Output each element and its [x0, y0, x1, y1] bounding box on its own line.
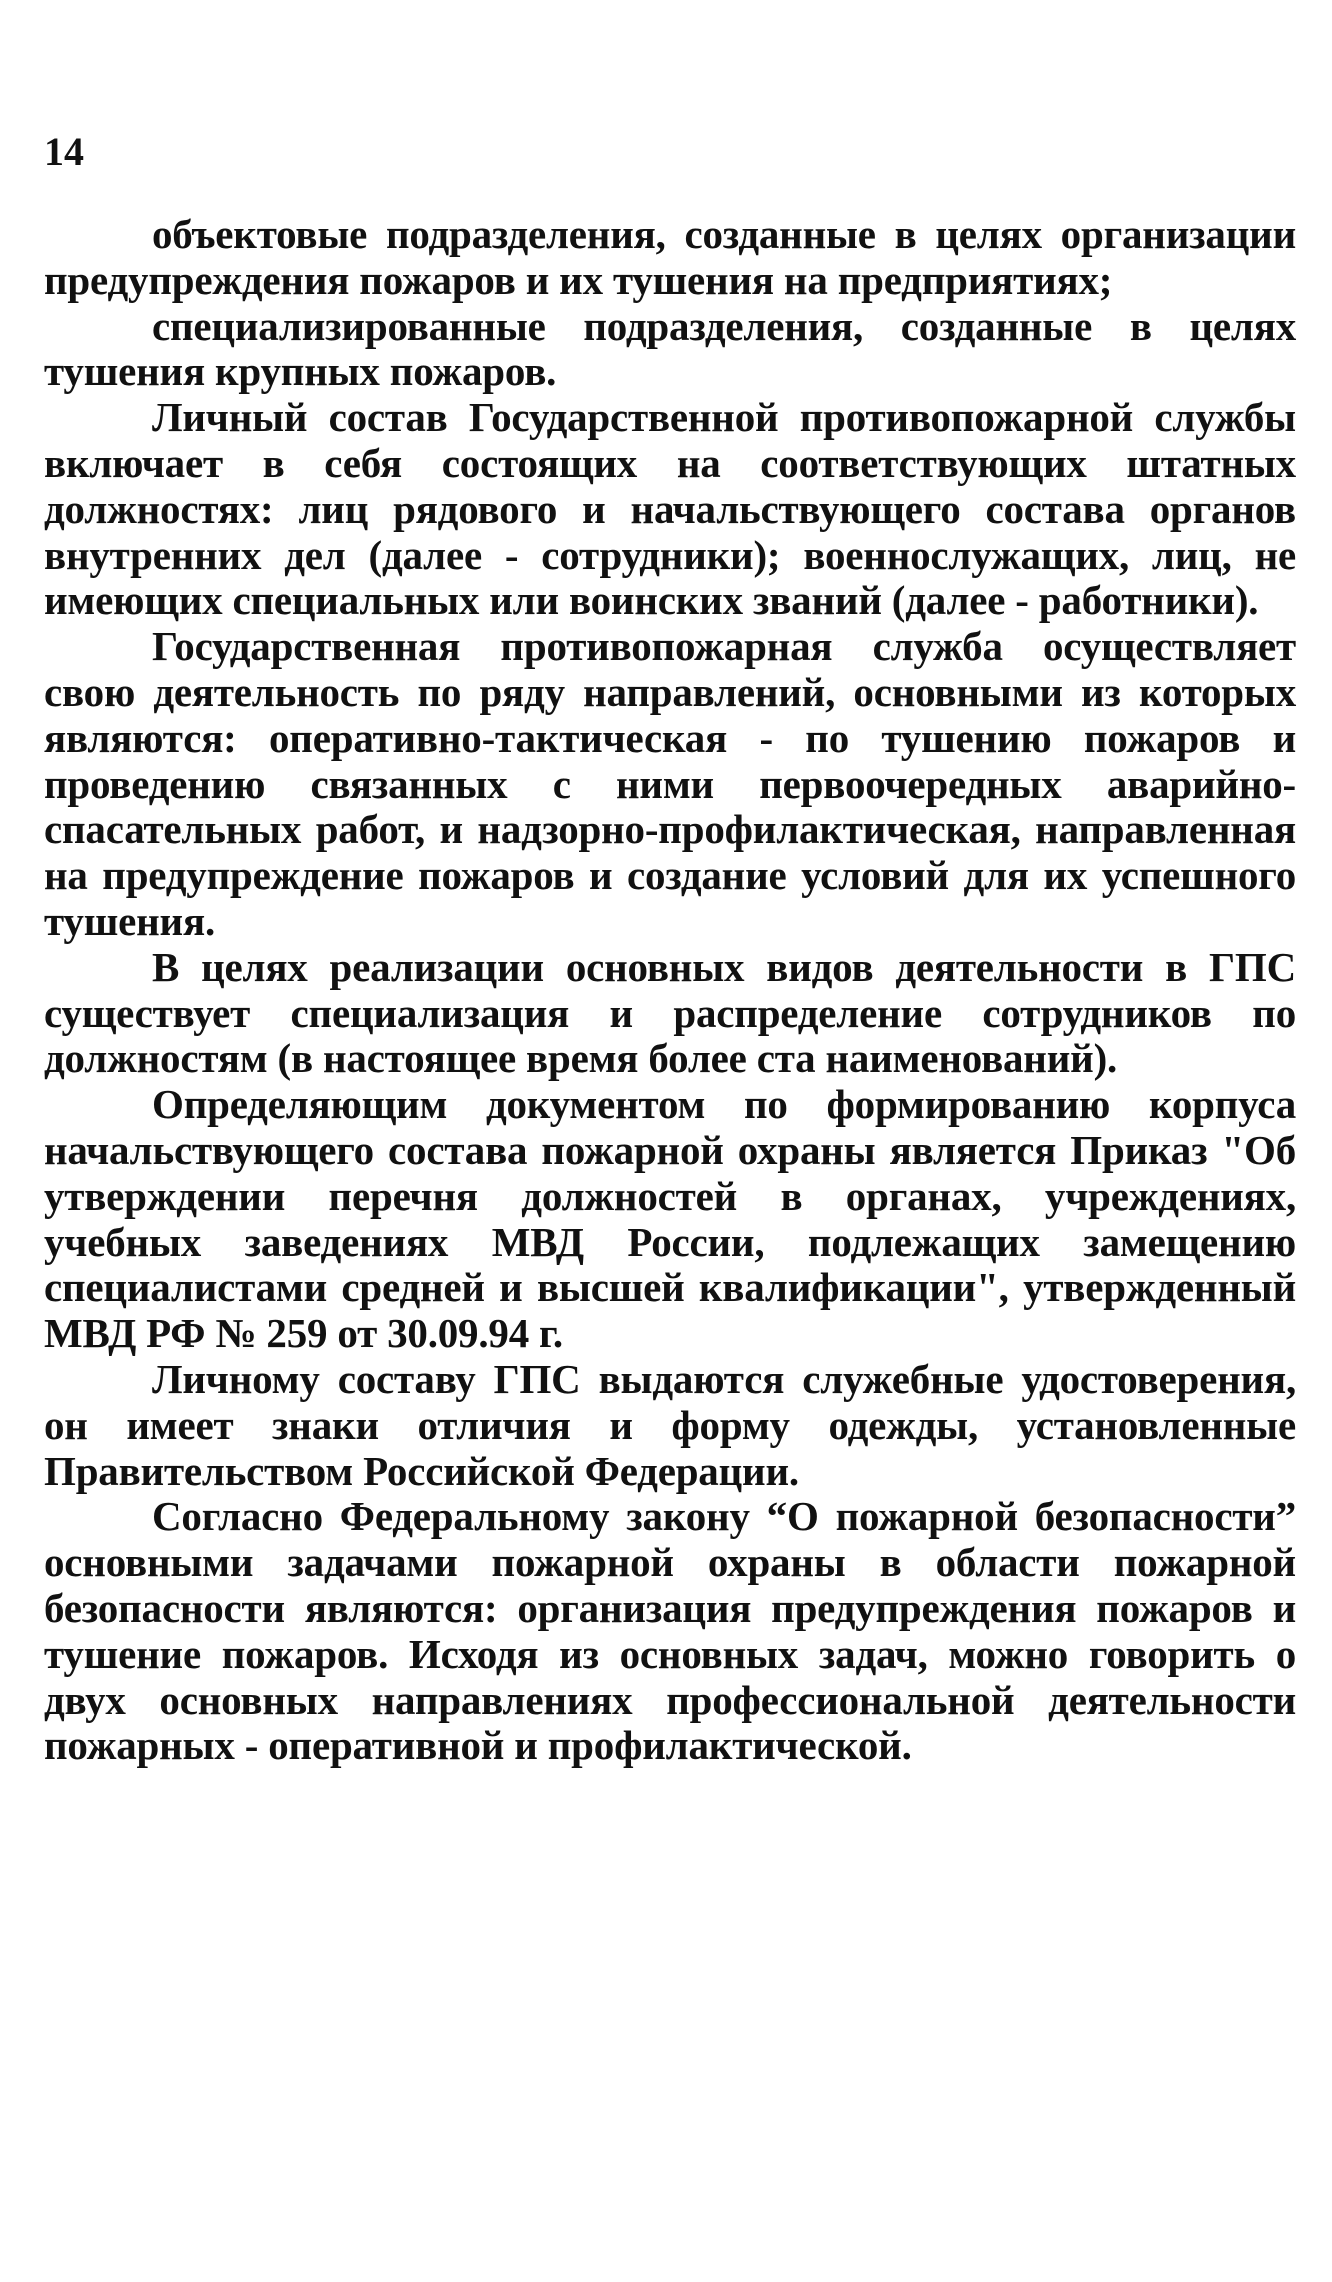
paragraph: Определяющим документом по формированию корпуса начальствующего состава пожарной охраны является Приказ "Об утверждении перечня должностей в органах, учреждениях, учебных заведениях МВД России, подлежащих замещению специалистами средней и высшей квалификации", утвержденный МВД РФ № 259 от 30.09.94 г. [44, 1081, 1296, 1357]
page-number: 14 [44, 129, 84, 174]
paragraph: специализированные подразделения, созданные в целях тушения крупных пожаров. [44, 302, 1296, 395]
paragraph: В целях реализации основных видов деятельности в ГПС существует специализация и распределение сотрудников по должностям (в настоящее время более ста наименований). [44, 943, 1296, 1082]
paragraph: Личный состав Государственной противопожарной службы включает в себя состоящих на соответствующих штатных должностях: лиц рядового и начальствующего состава органов внутренних дел (далее - сотрудники); военнослужащих, лиц, не имеющих специальных или воинских званий (далее - работники). [44, 394, 1296, 624]
paragraph: Личному составу ГПС выдаются служебные удостоверения, он имеет знаки отличия и форму одежды, установленные Правительством Российской Федерации. [44, 1355, 1296, 1494]
paragraph: Государственная противопожарная служба осуществляет свою деятельность по ряду направлений, основными из которых являются: оперативно-тактическая - по тушению пожаров и проведению связанных с ними первоочередных аварийно-спасательных работ, и надзорно-профилактическая, направленная на предупреждение пожаров и создание условий для их успешного тушения. [44, 623, 1296, 944]
paragraph: объектовые подразделения, созданные в целях организации предупреждения пожаров и их тушения на предприятиях; [44, 211, 1296, 303]
body-text [44, 212, 1296, 1769]
paragraph: Согласно Федеральному закону “О пожарной безопасности” основными задачами пожарной охраны в области пожарной безопасности являются: организация предупреждения пожаров и тушение пожаров. Исходя из основных задач, можно говорить о двух основных направлениях профессиональной деятельности пожарных - оперативной и профилактической. [44, 1493, 1296, 1769]
